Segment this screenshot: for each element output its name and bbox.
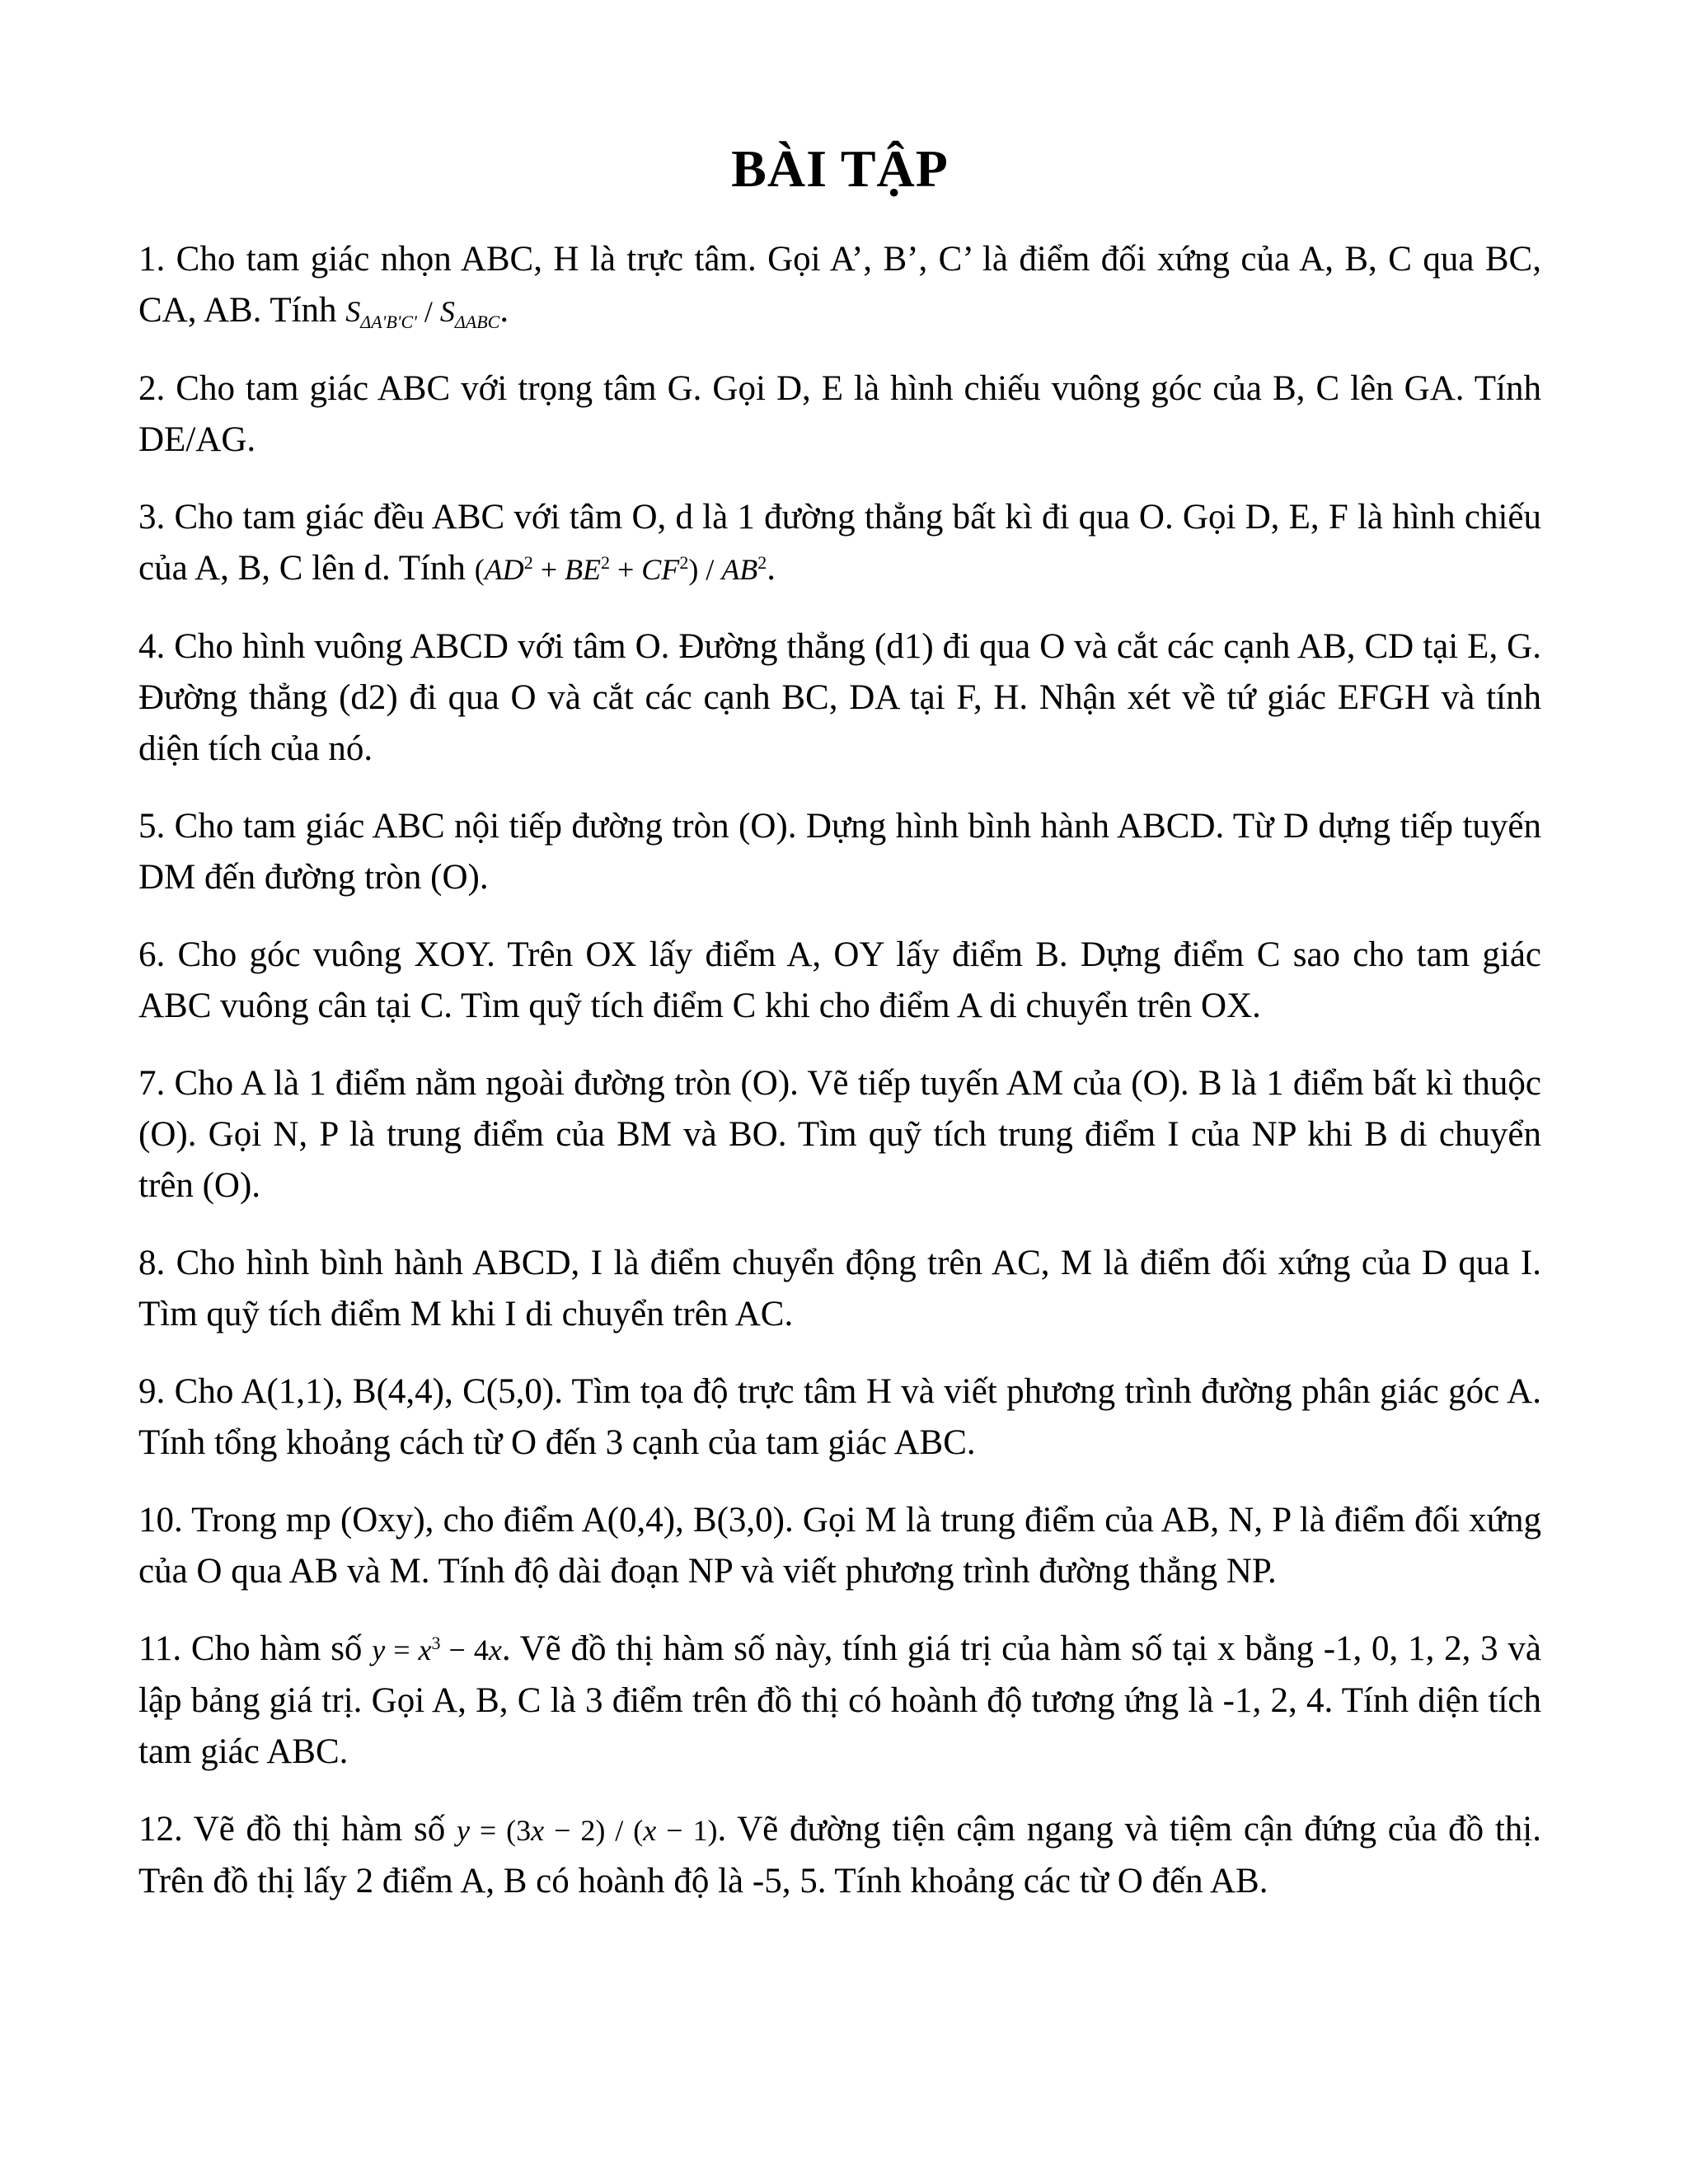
problem-11-text: 11. Cho hàm số <box>138 1629 373 1668</box>
problem-8-text: 8. Cho hình bình hành ABCD, I là điểm chuyển động trên AC, M là điểm đối xứng của D qua I. Tìm quỹ tích điểm M khi I di chuyển trên AC. <box>138 1244 1541 1333</box>
problem-9 <box>138 1366 1541 1469</box>
problem-1-text: 1. Cho tam giác nhọn ABC, H là trực tâm. Gọi A’, B’, C’ là điểm đối xứng của A, B, C qua BC, CA, AB. Tính <box>138 240 1541 330</box>
problem-list <box>138 234 1541 1907</box>
problem-10 <box>138 1495 1541 1597</box>
page-title: BÀI TẬP <box>731 139 949 198</box>
problem-11-text-end: . Vẽ đồ thị hàm số này, tính giá trị của hàm số tại x bằng -1, 0, 1, 2, 3 và lập bảng giá trị. Gọi A, B, C là 3 điểm trên đồ thị có hoành độ tương ứng là -1, 2, 4. Tính diện tích tam giác ABC. <box>138 1629 1541 1771</box>
problem-6-text: 6. Cho góc vuông XOY. Trên OX lấy điểm A, OY lấy điểm B. Dựng điểm C sao cho tam giác ABC vuông cân tại C. Tìm quỹ tích điểm C khi cho điểm A di chuyển trên OX. <box>138 935 1541 1025</box>
problem-7-text: 7. Cho A là 1 điểm nằm ngoài đường tròn (O). Vẽ tiếp tuyến AM của (O). B là 1 điểm bất kì thuộc (O). Gọi N, P là trung điểm của BM và BO. Tìm quỹ tích trung điểm I của NP khi B di chuyển trên (O). <box>138 1064 1541 1205</box>
problem-4-text: 4. Cho hình vuông ABCD với tâm O. Đường thẳng (d1) đi qua O và cắt các cạnh AB, CD tại E, G. Đường thẳng (d2) đi qua O và cắt các cạnh BC, DA tại F, H. Nhận xét về tứ giác EFGH và tính diện tích của nó. <box>138 627 1541 768</box>
problem-1-formula: $S_{\Delta A'B'C'} / S_{\Delta ABC}$ <box>345 295 500 333</box>
problem-7 <box>138 1058 1541 1212</box>
problem-5-text: 5. Cho tam giác ABC nội tiếp đường tròn (O). Dựng hình bình hành ABCD. Từ D dựng tiếp tuyến DM đến đường tròn (O). <box>138 807 1541 897</box>
problem-12-formula: y = (3x − 2) / (x − 1) <box>456 1814 718 1847</box>
problem-11-formula: $y = x^3 - 4x$ <box>372 1633 502 1666</box>
problem-3-text: 3. Cho tam giác đều ABC với tâm O, d là 1 đường thẳng bất kì đi qua O. Gọi D, E, F là hình chiếu của A, B, C lên d. Tính <box>138 498 1541 588</box>
problem-4 <box>138 621 1541 775</box>
problem-3-text-end: . <box>767 549 776 588</box>
problem-12 <box>138 1804 1541 1907</box>
problem-12-text: 12. Vẽ đồ thị hàm số <box>138 1810 457 1849</box>
problem-1 <box>138 234 1541 337</box>
problem-8 <box>138 1238 1541 1340</box>
problem-1-text-end: . <box>499 291 509 330</box>
problem-3-formula: $(AD^2 + BE^2 + CF^2) / AB^2$ <box>474 552 767 586</box>
problem-10-text: 10. Trong mp (Oxy), cho điểm A(0,4), B(3,0). Gọi M là trung điểm của AB, N, P là điểm đối xứng của O qua AB và M. Tính độ dài đoạn NP và viết phương trình đường thẳng NP. <box>138 1501 1541 1591</box>
problem-5 <box>138 801 1541 903</box>
document-page <box>138 138 1541 1907</box>
problem-6 <box>138 930 1541 1032</box>
problem-2-text: 2. Cho tam giác ABC với trọng tâm G. Gọi D, E là hình chiếu vuông góc của B, C lên GA. Tính DE/AG. <box>138 369 1541 459</box>
problem-9-text: 9. Cho A(1,1), B(4,4), C(5,0). Tìm tọa độ trực tâm H và viết phương trình đường phân giác góc A. Tính tổng khoảng cách từ O đến 3 cạnh của tam giác ABC. <box>138 1372 1541 1462</box>
problem-3 <box>138 492 1541 595</box>
problem-12-text-end: . Vẽ đường tiện cậm ngang và tiệm cận đứng của đồ thị. Trên đồ thị lấy 2 điểm A, B có hoành độ là -5, 5. Tính khoảng các từ O đến AB. <box>138 1810 1542 1900</box>
problem-2 <box>138 363 1541 466</box>
problem-11 <box>138 1624 1541 1778</box>
